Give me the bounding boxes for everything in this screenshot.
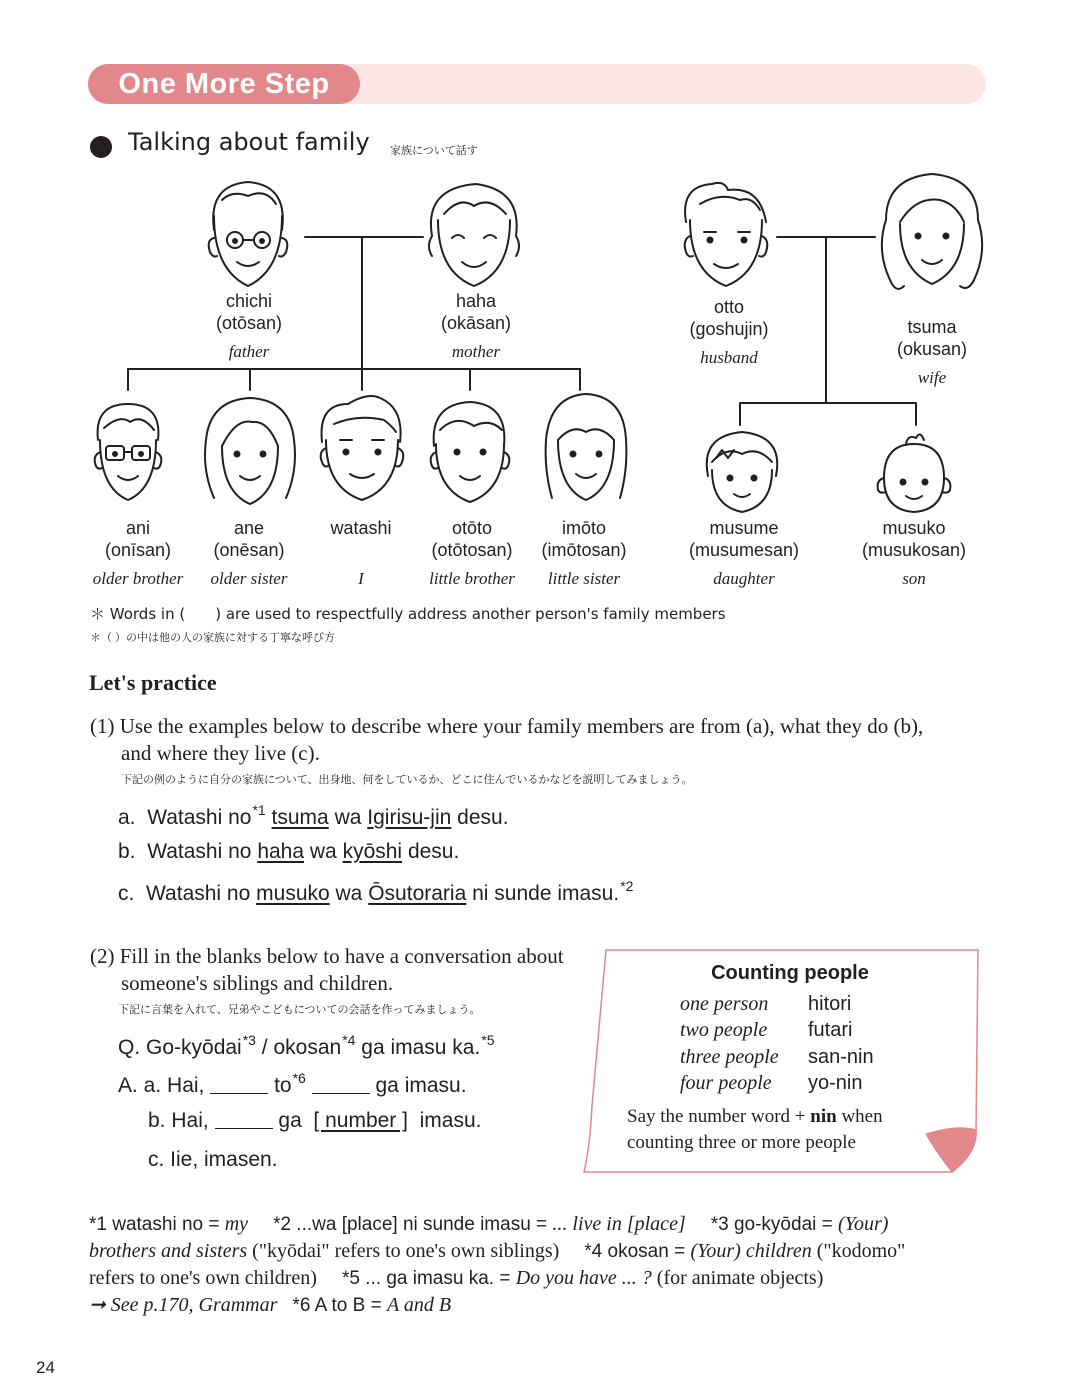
- ane-honorific: (onēsan): [213, 540, 285, 560]
- musuko-face-icon: [878, 434, 951, 512]
- ototo-romaji: otōto: [451, 518, 493, 538]
- q1-line1: (1) Use the examples below to describe where your family members are from (a), what they do (b),: [90, 714, 924, 738]
- ototo-english: little brother: [429, 569, 515, 588]
- ane-english: older sister: [210, 569, 288, 588]
- count-row-japanese: hitori: [808, 993, 852, 1015]
- example-a-part2: wa: [334, 806, 362, 829]
- label-musume: [669, 518, 819, 591]
- ani-english: older brother: [92, 569, 184, 588]
- example-a-part1: Watashi no: [147, 806, 252, 829]
- footnote4-note: ("kodomo": [811, 1240, 906, 1262]
- card-note-line2: counting three or more people: [627, 1132, 856, 1153]
- footnote3-note: ("kyōdai" refers to one's own siblings): [247, 1240, 560, 1262]
- dialog-q-asterisk5: *5: [481, 1032, 495, 1048]
- count-row-english: four people: [680, 1072, 772, 1094]
- example-c-asterisk: *2: [620, 878, 634, 894]
- footnote-line2: [89, 1238, 989, 1265]
- counting-card-title: Counting people: [711, 962, 869, 984]
- card-note-part1: Say the number word +: [627, 1106, 811, 1127]
- page-number: 24: [36, 1358, 55, 1377]
- footnotes: [89, 1211, 989, 1319]
- count-row: [680, 1046, 874, 1069]
- dialog-q-asterisk4: *4: [342, 1032, 356, 1048]
- chichi-face-icon: [209, 182, 288, 286]
- ane-face-icon: [205, 398, 295, 504]
- footnote6-meaning: A and B: [386, 1294, 452, 1316]
- footnote6-term: *6 A to B =: [292, 1295, 387, 1316]
- blank-field[interactable]: [215, 1110, 273, 1129]
- example-b-word1: haha: [257, 840, 305, 863]
- footnote2-term: *2 ...wa [place] ni sunde imasu =: [273, 1214, 553, 1235]
- count-row-english: three people: [680, 1046, 779, 1068]
- footnote3-meaning: (Your): [838, 1213, 889, 1235]
- tsuma-face-icon: [882, 174, 982, 289]
- dialog-a-part2: to: [274, 1074, 292, 1097]
- count-row-english: one person: [680, 993, 769, 1015]
- otto-romaji: otto: [713, 297, 745, 317]
- example-a-word1: tsuma: [271, 806, 329, 829]
- footnote4-note2: refers to one's own children): [89, 1267, 317, 1289]
- musuko-romaji: musuko: [882, 518, 946, 538]
- dialog-question: [118, 1032, 495, 1060]
- grammar-reference-link[interactable]: ➞ See p.170, Grammar: [89, 1294, 278, 1316]
- example-c: [118, 878, 633, 906]
- musume-face-icon: [707, 432, 778, 512]
- example-b-word2: kyōshi: [342, 840, 403, 863]
- tsuma-english: wife: [917, 368, 947, 387]
- dialog-b-part2: ga: [278, 1109, 302, 1132]
- count-row: [680, 1072, 862, 1095]
- label-tsuma: [857, 317, 1007, 390]
- footnote-line3: [89, 1265, 989, 1292]
- example-b: [118, 840, 459, 864]
- label-otto: [654, 297, 804, 370]
- ototo-honorific: (otōtosan): [431, 540, 513, 560]
- example-c-word1: musuko: [256, 882, 330, 905]
- haha-face-icon: [429, 184, 519, 286]
- footnote4-meaning: (Your) children: [690, 1240, 812, 1262]
- label-imoto: [509, 518, 659, 591]
- footnote2-meaning: ... live in [place]: [552, 1213, 686, 1235]
- example-c-part1: Watashi no: [146, 882, 251, 905]
- q2-line1: (2) Fill in the blanks below to have a conversation about: [90, 944, 564, 968]
- example-a-word2: Igirisu-jin: [367, 806, 452, 829]
- q1-line2: and where they live (c).: [121, 741, 320, 765]
- count-row: [680, 993, 851, 1016]
- example-c-word2: Ōsutoraria: [368, 882, 467, 905]
- footnote5-meaning: Do you have ... ?: [515, 1267, 652, 1289]
- example-c-part2: wa: [335, 882, 363, 905]
- note-japanese: ＊（ ）の中は他の人の家族に対する丁寧な呼び方: [90, 632, 336, 644]
- footnote-line1: [89, 1211, 989, 1238]
- musume-honorific: (musumesan): [688, 540, 800, 560]
- dialog-q-part2: / okosan: [261, 1036, 342, 1059]
- otto-english: husband: [700, 348, 758, 367]
- section-title-jp: 家族について話す: [390, 145, 478, 157]
- example-b-part1: Watashi no: [147, 840, 252, 863]
- footnote5-term: *5 ... ga imasu ka. =: [341, 1268, 516, 1289]
- label-musuko: [839, 518, 989, 591]
- otto-honorific: (goshujin): [689, 319, 769, 339]
- musume-romaji: musume: [709, 518, 779, 538]
- tsuma-romaji: tsuma: [907, 317, 957, 337]
- imoto-romaji: imōto: [561, 518, 606, 538]
- counting-card-note: [627, 1104, 883, 1156]
- footnote1-term: *1 watashi no =: [89, 1214, 225, 1235]
- count-row: [680, 1019, 852, 1042]
- count-row-japanese: futari: [808, 1019, 853, 1041]
- dialog-b-part3: imasu.: [419, 1109, 482, 1132]
- banner-title: One More Step: [88, 64, 360, 104]
- watashi-romaji: watashi: [330, 518, 392, 538]
- ani-romaji: ani: [125, 518, 151, 538]
- imoto-honorific: (imōtosan): [541, 540, 627, 560]
- practice-heading: Let's practice: [89, 670, 217, 695]
- chichi-romaji: chichi: [225, 291, 273, 311]
- imoto-face-icon: [546, 394, 627, 500]
- footnote3-term: *3 go-kyōdai =: [710, 1214, 839, 1235]
- card-note-nin: nin: [810, 1106, 837, 1127]
- imoto-english: little sister: [547, 569, 621, 588]
- card-note-part2: when: [836, 1106, 883, 1127]
- example-a-part3: desu.: [457, 806, 509, 829]
- example-c-letter: c.: [118, 882, 135, 905]
- count-row-english: two people: [680, 1019, 768, 1041]
- dialog-answer-a: [118, 1070, 467, 1098]
- footnote3-meaning2: brothers and sisters: [89, 1240, 248, 1262]
- example-b-letter: b.: [118, 840, 136, 863]
- blank-field[interactable]: [210, 1075, 268, 1094]
- blank-field[interactable]: [312, 1075, 370, 1094]
- musume-english: daughter: [713, 569, 775, 588]
- haha-english: mother: [451, 342, 501, 361]
- count-row-japanese: san-nin: [808, 1046, 874, 1068]
- number-placeholder: [ number ]: [313, 1109, 408, 1132]
- example-b-part3: desu.: [407, 840, 460, 863]
- dialog-q-part1: Q. Go-kyōdai: [118, 1036, 242, 1059]
- note-english: ＊ Words in ( ) are used to respectfully address another person's family members: [90, 605, 726, 623]
- otto-face-icon: [685, 183, 768, 286]
- dialog-c-part1: c. Iie, imasen.: [148, 1148, 278, 1171]
- label-haha: [401, 291, 551, 364]
- dialog-q-part3: ga imasu ka.: [361, 1036, 481, 1059]
- example-a: [118, 802, 509, 830]
- q1-japanese: 下記の例のように自分の家族について、出身地、何をしているか、どこに住んでいるかなどを説明してみましょう。: [121, 774, 693, 786]
- haha-honorific: (okāsan): [440, 313, 512, 333]
- label-chichi: [174, 291, 324, 364]
- example-a-asterisk: *1: [252, 802, 266, 818]
- chichi-english: father: [228, 342, 270, 361]
- tsuma-honorific: (okusan): [896, 339, 968, 359]
- dialog-answer-b: [148, 1109, 482, 1133]
- footnote1-meaning: my: [224, 1213, 249, 1235]
- q2-japanese: 下記に言葉を入れて、兄弟やこどもについての会話を作ってみましょう。: [118, 1004, 481, 1016]
- footnote5-note: (for animate objects): [651, 1267, 824, 1289]
- example-b-part2: wa: [309, 840, 337, 863]
- dialog-a-part3: ga imasu.: [375, 1074, 467, 1097]
- footnote4-term: *4 okosan =: [584, 1241, 691, 1262]
- example-a-letter: a.: [118, 806, 136, 829]
- dialog-a-asterisk6: *6: [292, 1070, 306, 1086]
- example-c-part3: ni sunde imasu.: [472, 882, 620, 905]
- haha-romaji: haha: [455, 291, 497, 311]
- section-title: Talking about family: [128, 128, 370, 156]
- dialog-a-part1: A. a. Hai,: [118, 1074, 205, 1097]
- musuko-honorific: (musukosan): [861, 540, 967, 560]
- chichi-honorific: (otōsan): [215, 313, 283, 333]
- q2-line2: someone's siblings and children.: [121, 971, 394, 995]
- ani-honorific: (onīsan): [104, 540, 172, 560]
- dialog-answer-c: [148, 1148, 278, 1172]
- count-row-japanese: yo-nin: [808, 1072, 863, 1094]
- ane-romaji: ane: [233, 518, 265, 538]
- ani-face-icon: [95, 404, 162, 500]
- dialog-q-asterisk3: *3: [242, 1032, 256, 1048]
- footnote-line4: [89, 1292, 989, 1319]
- ototo-face-icon: [431, 402, 510, 502]
- dialog-b-part1: b. Hai,: [148, 1109, 209, 1132]
- watashi-face-icon: [321, 396, 404, 500]
- watashi-english: I: [358, 569, 364, 588]
- musuko-english: son: [902, 569, 926, 588]
